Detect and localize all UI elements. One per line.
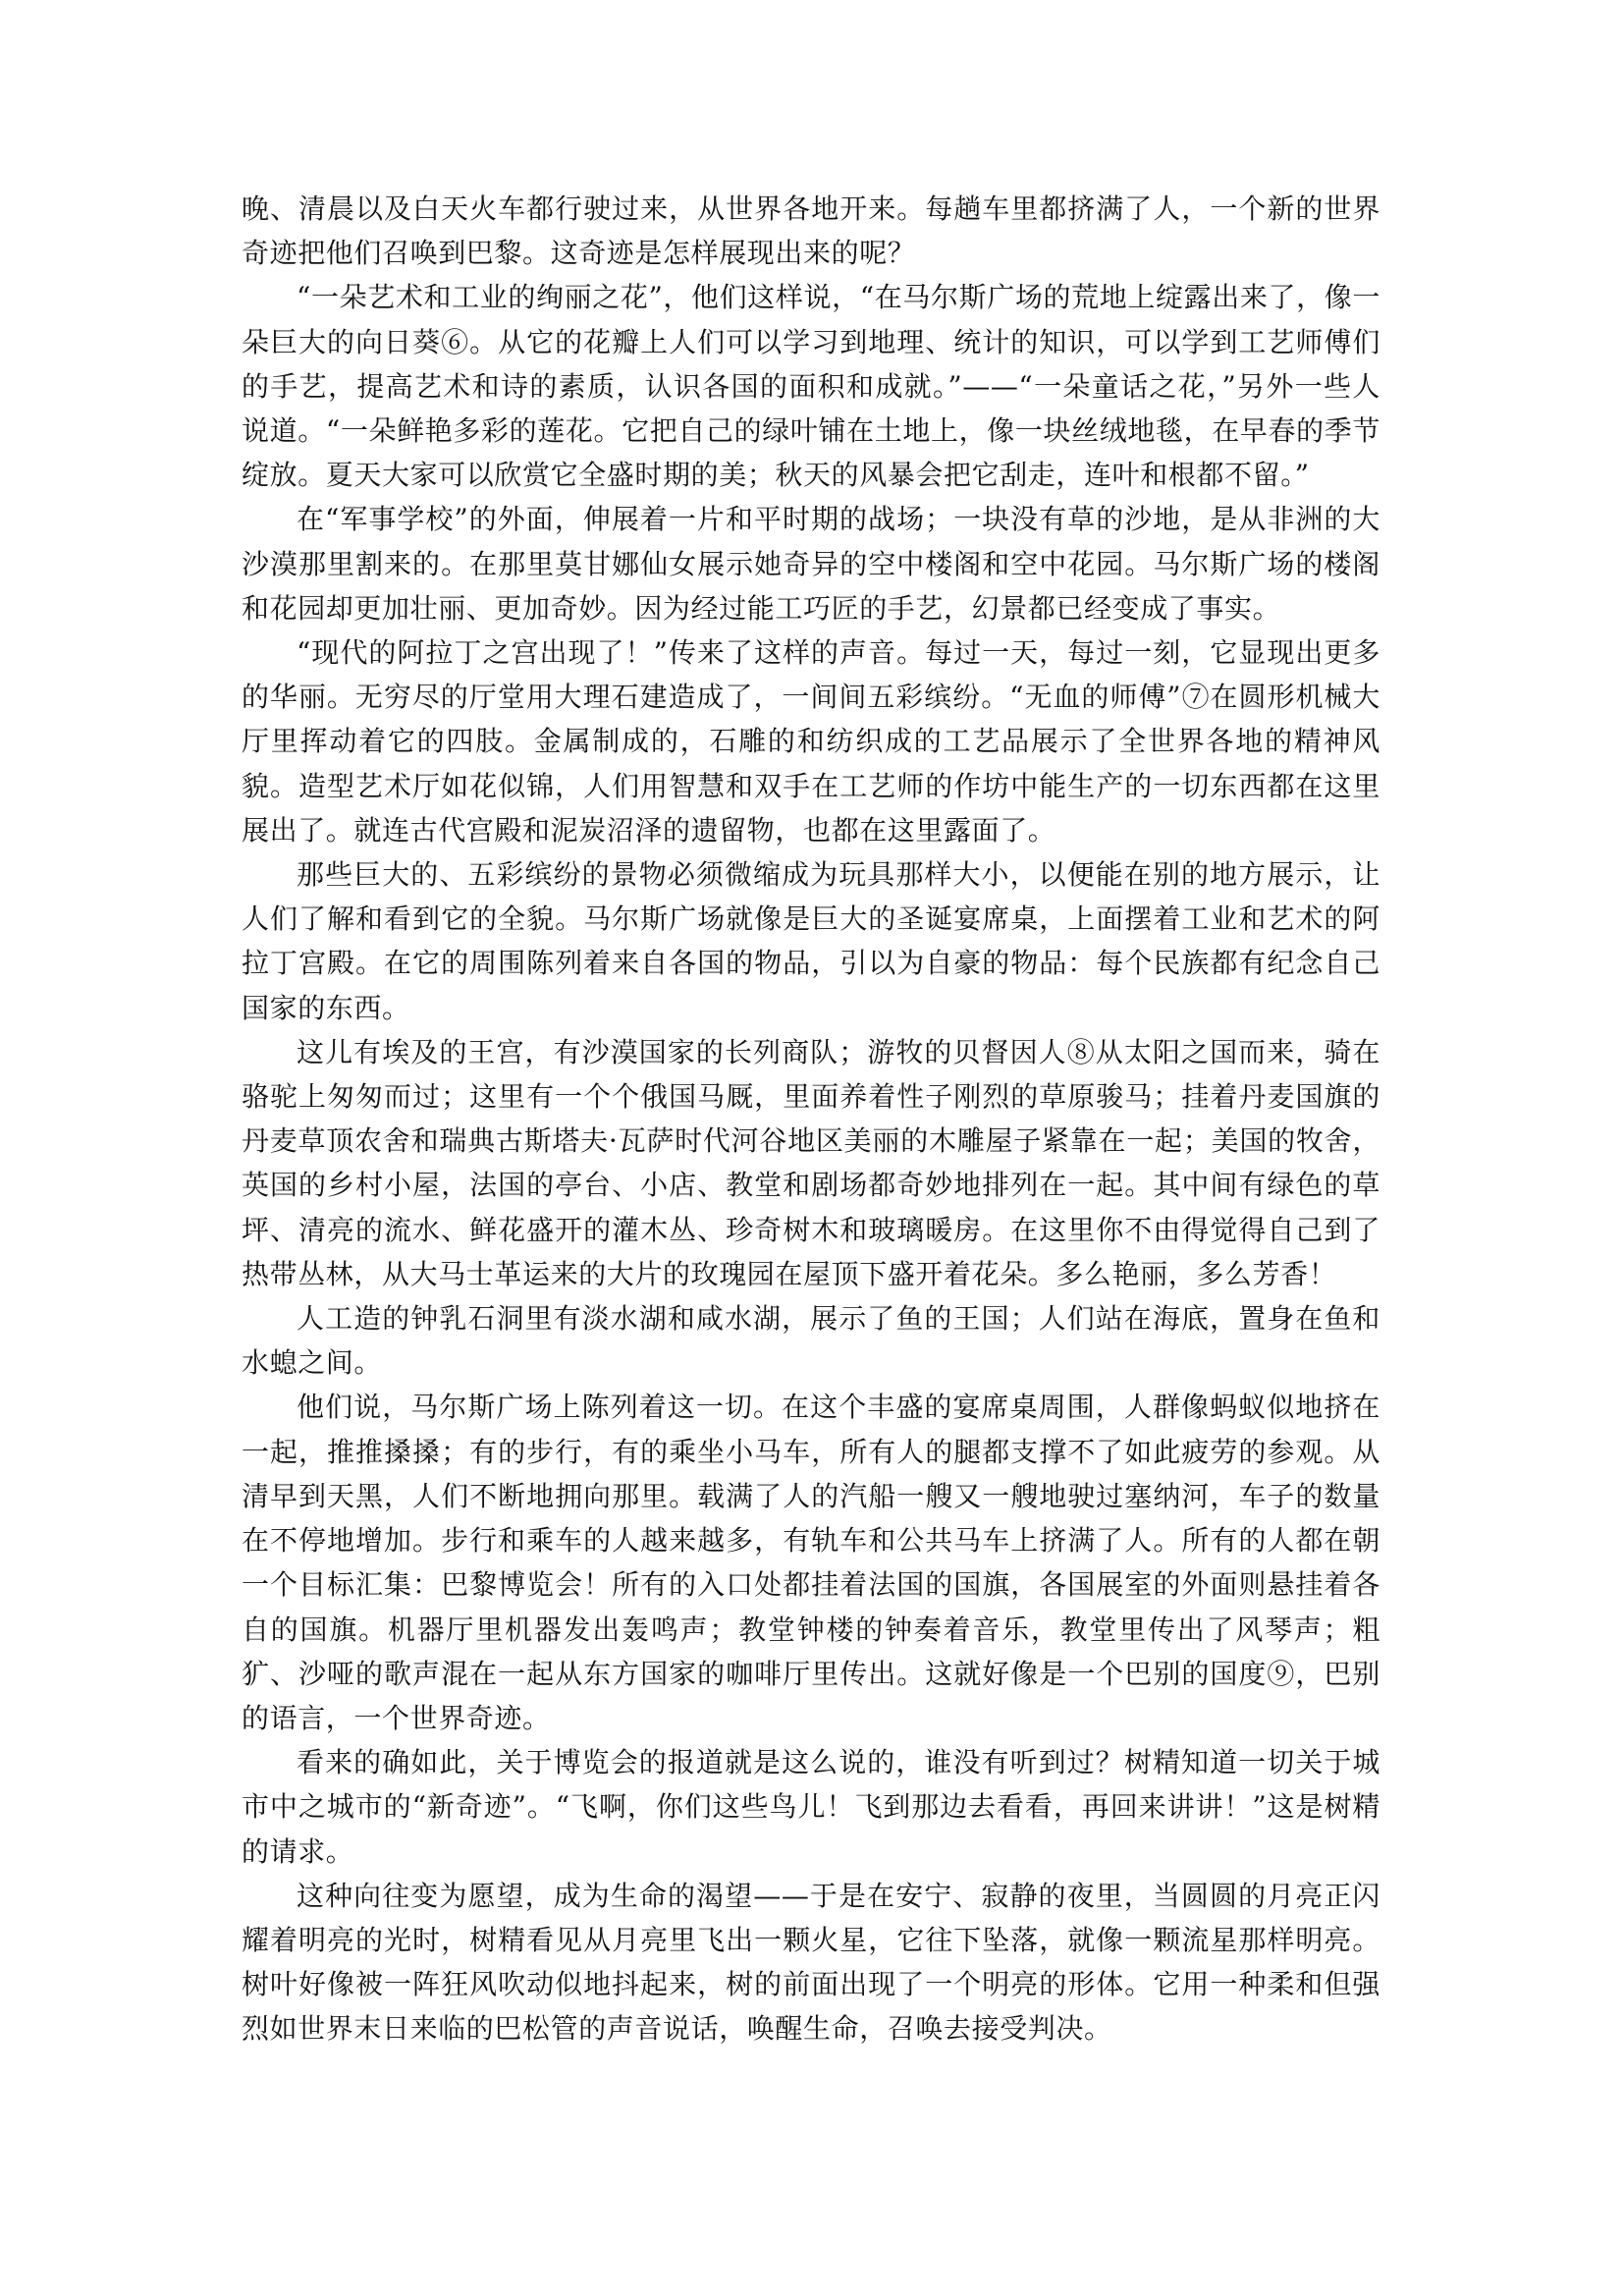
paragraph-8: 他们说，马尔斯广场上陈列着这一切。在这个丰盛的宴席桌周围，人群像蚂蚁似地挤在一起，推推搡搡；有的步行，有的乘坐小马车，所有人的腿都支撑不了如此疲劳的参观。从清早到天黑，人们不断地拥向那里。载满了人的汽船一艘又一艘地驶过塞纳河，车子的数量在不停地增加。步行和乘车的人越来越多，有轨车和公共马车上挤满了人。所有的人都在朝一个目标汇集：巴黎博览会！所有的入口处都挂着法国的国旗，各国展室的外面则悬挂着各自的国旗。机器厅里机器发出轰鸣声；教堂钟楼的钟奏着音乐，教堂里传出了风琴声；粗犷、沙哑的歌声混在一起从东方国家的咖啡厅里传出。这就好像是一个巴别的国度⑨，巴别的语言，一个世界奇迹。: [242, 1391, 1380, 1734]
paragraph-9: 看来的确如此，关于博览会的报道就是这么说的，谁没有听到过？树精知道一切关于城市中之城市的“新奇迹”。“飞啊，你们这些鸟儿！飞到那边去看看，再回来讲讲！”这是树精的请求。: [242, 1746, 1380, 1868]
paragraph-1: 晚、清晨以及白天火车都行驶过来，从世界各地开来。每趟车里都挤满了人，一个新的世界奇迹把他们召唤到巴黎。这奇迹是怎样展现出来的呢？: [242, 192, 1380, 270]
paragraph-5: 那些巨大的、五彩缤纷的景物必须微缩成为玩具那样大小，以便能在别的地方展示，让人们了解和看到它的全貌。马尔斯广场就像是巨大的圣诞宴席桌，上面摆着工业和艺术的阿拉丁宫殿。在它的周围陈列着来自各国的物品，引以为自豪的物品：每个民族都有纪念自己国家的东西。: [242, 858, 1380, 1024]
paragraph-2: “一朵艺术和工业的绚丽之花”，他们这样说，“在马尔斯广场的荒地上绽露出来了，像一朵巨大的向日葵⑥。从它的花瓣上人们可以学习到地理、统计的知识，可以学到工艺师傅们的手艺，提高艺术和诗的素质，认识各国的面积和成就。”——“一朵童话之花，”另外一些人说道。“一朵鲜艳多彩的莲花。它把自己的绿叶铺在土地上，像一块丝绒地毯，在早春的季节绽放。夏天大家可以欣赏它全盛时期的美；秋天的风暴会把它刮走，连叶和根都不留。”: [242, 281, 1380, 492]
paragraph-3: 在“军事学校”的外面，伸展着一片和平时期的战场；一块没有草的沙地，是从非洲的大沙漠那里割来的。在那里莫甘娜仙女展示她奇异的空中楼阁和空中花园。马尔斯广场的楼阁和花园却更加壮丽、更加奇妙。因为经过能工巧匠的手艺，幻景都已经变成了事实。: [242, 503, 1380, 625]
paragraph-10: 这种向往变为愿望，成为生命的渴望——于是在安宁、寂静的夜里，当圆圆的月亮正闪耀着明亮的光时，树精看见从月亮里飞出一颗火星，它往下坠落，就像一颗流星那样明亮。树叶好像被一阵狂风吹动似地抖起来，树的前面出现了一个明亮的形体。它用一种柔和但强烈如世界末日来临的巴松管的声音说话，唤醒生命，召唤去接受判决。: [242, 1879, 1380, 2046]
paragraph-7: 人工造的钟乳石洞里有淡水湖和咸水湖，展示了鱼的王国；人们站在海底，置身在鱼和水螅之间。: [242, 1302, 1380, 1380]
paragraph-6: 这儿有埃及的王宫，有沙漠国家的长列商队；游牧的贝督因人⑧从太阳之国而来，骑在骆驼上匆匆而过；这里有一个个俄国马厩，里面养着性子刚烈的草原骏马；挂着丹麦国旗的丹麦草顶农舍和瑞典古斯塔夫·瓦萨时代河谷地区美丽的木雕屋子紧靠在一起；美国的牧舍，英国的乡村小屋，法国的亭台、小店、教堂和剧场都奇妙地排列在一起。其中间有绿色的草坪、清亮的流水、鲜花盛开的灌木丛、珍奇树木和玻璃暖房。在这里你不由得觉得自己到了热带丛林，从大马士革运来的大片的玫瑰园在屋顶下盛开着花朵。多么艳丽，多么芳香！: [242, 1035, 1380, 1290]
article-body: [242, 187, 1380, 2051]
paragraph-4: “现代的阿拉丁之宫出现了！”传来了这样的声音。每过一天，每过一刻，它显现出更多的华丽。无穷尽的厅堂用大理石建造成了，一间间五彩缤纷。“无血的师傅”⑦在圆形机械大厅里挥动着它的四肢。金属制成的，石雕的和纺织成的工艺品展示了全世界各地的精神风貌。造型艺术厅如花似锦，人们用智慧和双手在工艺师的作坊中能生产的一切东西都在这里展出了。就连古代宫殿和泥炭沼泽的遗留物，也都在这里露面了。: [242, 636, 1380, 847]
